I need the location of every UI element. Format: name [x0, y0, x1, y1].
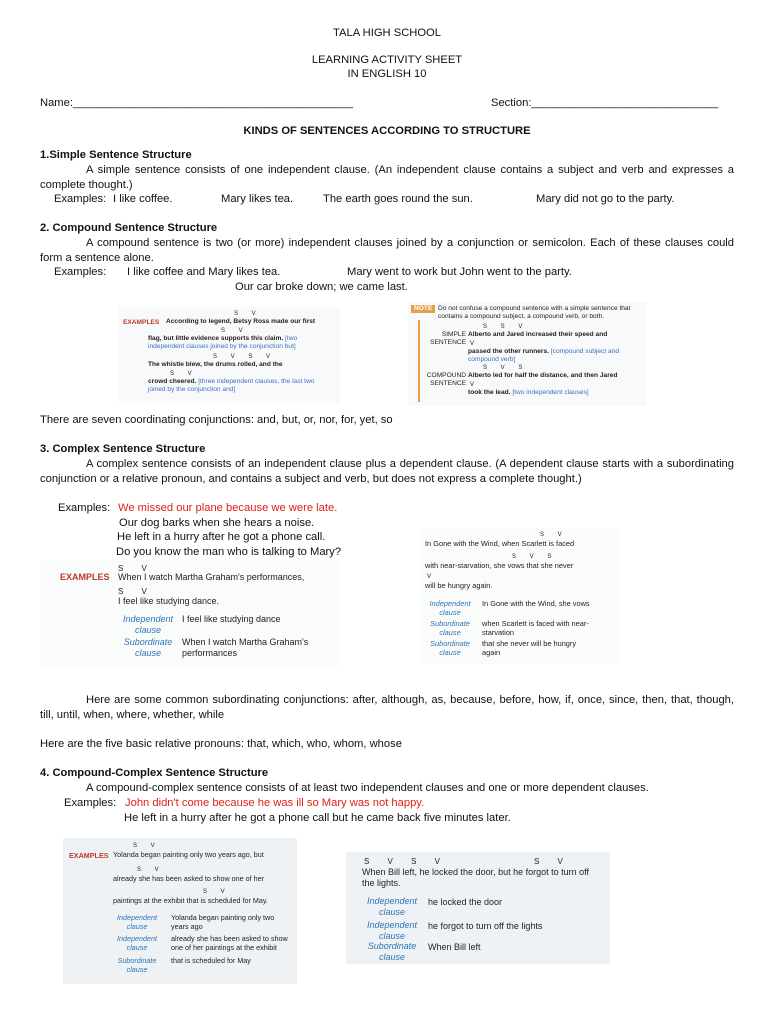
complex-example: Do you know the man who is talking to Mary? — [116, 546, 342, 558]
example-line: When Bill left, he locked the door, but he forgot to turn off the lights. — [362, 867, 589, 888]
example-line: passed the other runners. — [468, 348, 549, 355]
note-tag: NOTE — [411, 305, 435, 313]
example-line: Alberto led for half the distance, and then Jared — [468, 372, 618, 379]
relative-pronouns: Here are the five basic relative pronouns: that, which, who, whom, whose — [40, 738, 402, 750]
compound-examples-image — [118, 307, 340, 403]
simple-example: Mary did not go to the party. — [536, 193, 675, 205]
sv-marker: V — [470, 382, 481, 388]
compound-sentence-label: COMPOUND SENTENCE — [426, 372, 466, 387]
independent-clause-text: he forgot to turn off the lights — [428, 921, 543, 931]
complex-example: He left in a hurry after he got a phone call. — [117, 531, 326, 543]
complex-gone-with-wind-image — [420, 528, 620, 664]
compound-example: I like coffee and Mary likes tea. — [127, 266, 281, 278]
examples-label: EXAMPLES — [123, 319, 160, 326]
sv-marker: V — [470, 341, 481, 347]
compound-complex-examples-label: Examples: — [64, 797, 117, 809]
simple-sentence-label: SIMPLE SENTENCE — [430, 331, 466, 346]
example-line: will be hungry again. — [425, 581, 493, 590]
example-note: [compound subject and compound verb] — [468, 348, 620, 363]
sv-marker: S S V — [483, 324, 529, 330]
main-title: KINDS OF SENTENCES ACCORDING TO STRUCTURE — [243, 125, 531, 137]
sv-marker: S V — [118, 587, 155, 596]
simple-heading: 1.Simple Sentence Structure — [40, 149, 192, 161]
subordinate-clause-label: Subordinate clause — [430, 619, 470, 637]
simple-definition: A simple sentence consists of one independent clause. (An independent clause contains a subject and verb and expresses a complete thought.) — [40, 164, 734, 191]
independent-clause-text: already she has been asked to show one of her paintings at the exhibit — [171, 934, 288, 952]
subordinate-clause-text: when Scarlett is faced with near-starvation — [482, 619, 589, 637]
example-line: When I watch Martha Graham's performances, — [118, 572, 305, 582]
example-note: [two independent clauses joined by the conjunction but] — [148, 335, 298, 350]
sheet-title: LEARNING ACTIVITY SHEET — [311, 54, 463, 66]
examples-label: EXAMPLES — [69, 851, 109, 860]
complex-definition: A complex sentence consists of an independent clause plus a dependent clause. (A dependent clause starts with a subordinating conjunction or a relative pronoun, and contains a subject and verb, but does not express a complete thought.) — [40, 458, 734, 485]
sv-marker: S V — [137, 867, 165, 873]
compound-complex-bill-image — [346, 852, 610, 964]
examples-label: EXAMPLES — [60, 572, 110, 582]
subordinate-clause-text: When I watch Martha Graham's performances — [182, 637, 309, 658]
independent-clause-label: Independent clause — [122, 614, 174, 635]
compound-complex-heading: 4. Compound-Complex Sentence Structure — [40, 767, 269, 779]
independent-clause-label: Independent clause — [429, 599, 471, 617]
compound-examples-label: Examples: — [54, 266, 107, 278]
example-note: [two independent clauses] — [512, 389, 589, 396]
sv-marker: S V S — [483, 365, 529, 371]
compound-complex-example-red: John didn't come because he was ill so Mary was not happy. — [125, 797, 425, 809]
subordinate-clause-label: Subordinate clause — [117, 956, 157, 974]
subordinate-clause-text: that she never will be hungry again — [482, 639, 577, 657]
complex-examples-image — [40, 560, 340, 666]
compound-example: Our car broke down; we came last. — [235, 281, 408, 293]
subordinate-clause-label: Subordinate clause — [367, 941, 417, 962]
independent-clause-label: Independent clause — [366, 920, 418, 941]
compound-heading: 2. Compound Sentence Structure — [40, 222, 218, 234]
coordinating-conjunctions: There are seven coordinating conjunctions: and, but, or, nor, for, yet, so — [40, 414, 393, 426]
sv-marker: S V — [133, 843, 161, 849]
subordinate-clause-label: Subordinate clause — [123, 637, 173, 658]
example-line: According to legend, Betsy Ross made our first — [166, 318, 316, 325]
complex-heading: 3. Complex Sentence Structure — [40, 443, 206, 455]
simple-example: The earth goes round the sun. — [323, 193, 473, 205]
compound-complex-examples-image — [63, 838, 297, 984]
subordinating-conjunctions: Here are some common subordinating conjunctions: after, although, as, because, before, how, if, once, since, then, that, though, till, until, when, where, whether, while — [40, 694, 734, 721]
subordinate-clause-text: that is scheduled for May — [171, 956, 251, 965]
example-note: [three independent clauses, the last two joined by the conjunction and] — [148, 378, 315, 393]
simple-example: I like coffee. — [113, 193, 173, 205]
note-text: Do not confuse a compound sentence with a simple sentence that contains a compound subject, a compound verb, or both. — [438, 305, 631, 320]
compound-note-image — [408, 302, 646, 406]
independent-clause-text: In Gone with the Wind, she vows — [482, 599, 590, 608]
example-line: The whistle blew, the drums rolled, and the — [148, 361, 283, 368]
compound-complex-example: He left in a hurry after he got a phone call but he came back five minutes later. — [124, 812, 511, 824]
example-line: I feel like studying dance. — [118, 596, 220, 606]
subject-line: IN ENGLISH 10 — [347, 68, 427, 80]
sv-marker: S V — [534, 857, 571, 866]
independent-clause-label: Independent clause — [117, 913, 157, 931]
sv-marker: S V — [170, 371, 198, 377]
name-field[interactable]: Name:_____________________________________________ — [40, 97, 353, 109]
compound-example: Mary went to work but John went to the party. — [347, 266, 572, 278]
school-name: TALA HIGH SCHOOL — [333, 27, 441, 39]
compound-definition: A compound sentence is two (or more) independent clauses joined by a conjunction or semicolon. Each of these clauses could form a sentence alone. — [40, 237, 734, 264]
sv-marker: S V — [118, 564, 155, 573]
sv-marker: S V — [234, 311, 262, 317]
simple-example: Mary likes tea. — [221, 193, 294, 205]
example-line: Yolanda began painting only two years ago, but — [113, 850, 264, 859]
note-rule — [418, 320, 420, 402]
example-line: paintings at the exhibit that is scheduled for May. — [113, 896, 268, 905]
complex-example-red: We missed our plane because we were late. — [118, 502, 338, 514]
example-line: Alberto and Jared increased their speed and — [468, 331, 608, 338]
example-line: In Gone with the Wind, when Scarlett is faced — [425, 539, 575, 548]
sv-marker: S V S — [512, 554, 558, 560]
example-line: flag, but little evidence supports this claim. — [148, 335, 284, 342]
independent-clause-text: Yolanda began painting only two years ago — [171, 913, 275, 931]
section-field[interactable]: Section:______________________________ — [491, 97, 719, 109]
example-line: took the lead. — [468, 389, 511, 396]
example-line: already she has been asked to show one of her — [113, 874, 265, 883]
complex-examples-label: Examples: — [58, 502, 111, 514]
independent-clause-text: he locked the door — [428, 897, 503, 907]
sv-marker: V — [427, 574, 438, 580]
independent-clause-label: Independent clause — [117, 934, 157, 952]
subordinate-clause-text: When Bill left — [428, 942, 481, 952]
sv-marker: S V — [221, 328, 249, 334]
example-line: crowd cheered. — [148, 378, 197, 385]
complex-example: Our dog barks when she hears a noise. — [119, 517, 315, 529]
sv-marker: S V S V — [213, 354, 277, 360]
independent-clause-text: I feel like studying dance — [182, 614, 281, 624]
independent-clause-label: Independent clause — [366, 896, 418, 917]
compound-complex-definition: A compound-complex sentence consists of at least two independent clauses and one or more dependent clauses. — [86, 782, 649, 794]
sv-marker: S V — [540, 532, 568, 538]
subordinate-clause-label: Subordinate clause — [430, 639, 470, 657]
simple-examples-label: Examples: — [54, 193, 107, 205]
example-line: with near-starvation, she vows that she never — [425, 561, 574, 570]
sv-marker: S V — [203, 889, 231, 895]
sv-marker: S V S V — [364, 857, 449, 866]
